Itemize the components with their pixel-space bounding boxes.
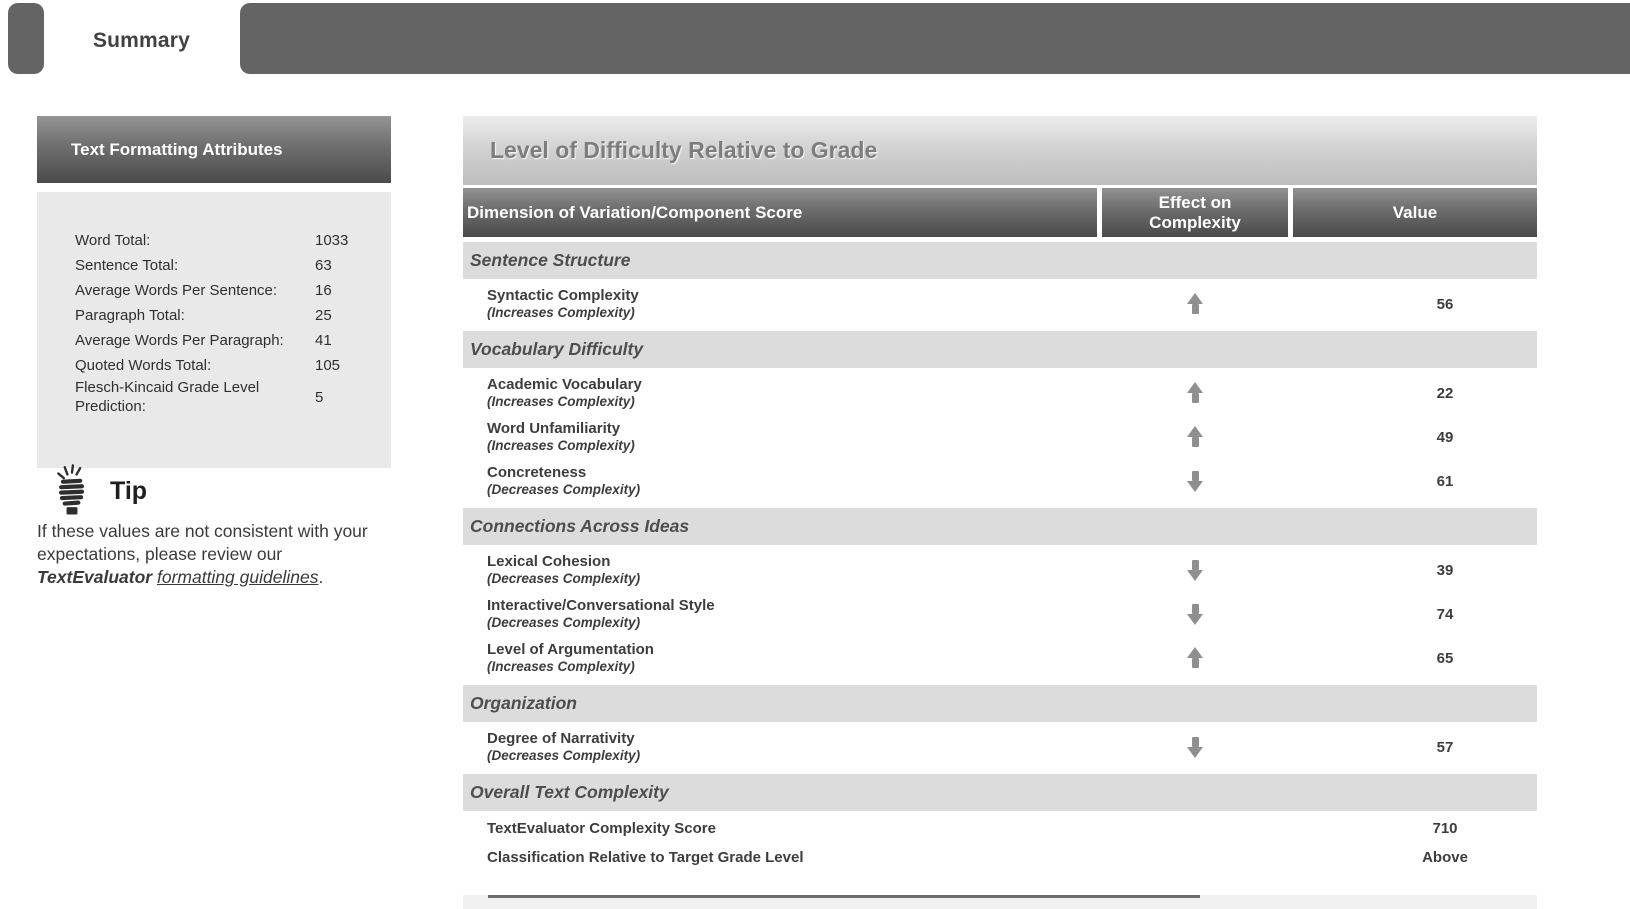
- text-formatting-stats-panel: [37, 192, 391, 468]
- tab-bar-left-stub: [8, 3, 44, 74]
- dimension-cell: [463, 287, 1097, 321]
- stat-value: 5: [315, 388, 324, 406]
- effect-cell: [1102, 426, 1288, 448]
- arrow-stem: [1192, 737, 1199, 747]
- arrow-head: [1187, 426, 1203, 437]
- stat-label: Sentence Total:: [75, 257, 179, 274]
- dimension-cell: [463, 420, 1097, 454]
- effect-cell: [1102, 736, 1288, 758]
- stat-value: 16: [315, 282, 332, 299]
- dimension-cell: [463, 730, 1097, 764]
- value-text: 61: [1436, 472, 1454, 490]
- difficulty-table-column-headers: [463, 188, 1537, 237]
- stat-row: [75, 328, 381, 353]
- dimension-cell: [463, 820, 1097, 838]
- up-arrow-icon: [1187, 647, 1203, 669]
- stat-label: Word Total:: [75, 232, 151, 249]
- dimension-name: Syntactic Complexity: [487, 287, 639, 304]
- table-row: [463, 459, 1537, 503]
- dimension-cell: [463, 464, 1097, 498]
- dimension-qualifier: (Increases Complexity): [487, 394, 635, 409]
- dimension-qualifier: (Decreases Complexity): [487, 571, 641, 586]
- stat-label: Average Words Per Paragraph:: [75, 332, 284, 349]
- section-header-sentence-structure: Sentence Structure: [463, 242, 1537, 279]
- table-row: [463, 592, 1537, 636]
- table-row: [463, 843, 1537, 872]
- up-arrow-icon: [1187, 426, 1203, 448]
- dimension-qualifier: (Decreases Complexity): [487, 482, 641, 497]
- value-cell: [1293, 606, 1537, 623]
- effect-cell: [1102, 647, 1288, 669]
- dimension-cell: [463, 849, 1097, 867]
- tab-bar: [0, 0, 1630, 78]
- difficulty-table-body: [463, 237, 1537, 872]
- value-text: 39: [1436, 561, 1454, 579]
- effect-cell: [1102, 559, 1288, 581]
- dimension-name: Concreteness: [487, 464, 587, 481]
- dimension-qualifier: (Decreases Complexity): [487, 748, 641, 763]
- value-text: 710: [1432, 820, 1458, 837]
- arrow-head: [1187, 647, 1203, 658]
- dimension-name: Degree of Narrativity: [487, 730, 635, 747]
- value-cell: [1293, 385, 1537, 402]
- effect-cell: [1102, 603, 1288, 625]
- section-header-vocabulary-difficulty: Vocabulary Difficulty: [463, 331, 1537, 368]
- value-text: 49: [1436, 428, 1454, 446]
- next-section-edge-line: [488, 895, 1200, 898]
- table-row: [463, 415, 1537, 459]
- dimension-name: Academic Vocabulary: [487, 376, 642, 393]
- effect-cell: [1102, 293, 1288, 315]
- effect-cell: [1102, 470, 1288, 492]
- value-cell: [1293, 820, 1537, 837]
- arrow-head: [1187, 382, 1203, 393]
- dimension-qualifier: (Increases Complexity): [487, 305, 635, 320]
- effect-cell: [1102, 382, 1288, 404]
- value-cell: [1293, 650, 1537, 667]
- arrow-head: [1187, 614, 1203, 625]
- stat-row: [75, 253, 381, 278]
- arrow-stem: [1192, 304, 1199, 314]
- arrow-head: [1187, 747, 1203, 758]
- tab-summary-label: Summary: [92, 28, 191, 52]
- dimension-qualifier: (Increases Complexity): [487, 659, 635, 674]
- stat-value: 63: [315, 257, 332, 274]
- stat-label: Flesch-Kincaid Grade Level Prediction:: [75, 379, 260, 415]
- stat-row: [75, 353, 381, 378]
- column-header-dimension: Dimension of Variation/Component Score: [463, 188, 1097, 237]
- value-cell: [1293, 739, 1537, 756]
- value-cell: [1293, 429, 1537, 446]
- arrow-stem: [1192, 560, 1199, 570]
- value-text: 74: [1436, 605, 1454, 623]
- tip-section-header: [52, 462, 147, 521]
- dimension-cell: [463, 641, 1097, 675]
- difficulty-table-title: Level of Difficulty Relative to Grade: [463, 116, 1537, 185]
- up-arrow-icon: [1187, 382, 1203, 404]
- dimension-name: Classification Relative to Target Grade Level: [487, 848, 804, 866]
- stat-value: 105: [315, 357, 341, 374]
- dimension-name: Lexical Cohesion: [487, 553, 611, 570]
- table-row: [463, 371, 1537, 415]
- stat-row: [75, 303, 381, 328]
- dimension-name: Word Unfamiliarity: [487, 420, 621, 437]
- dimension-name: Level of Argumentation: [487, 641, 654, 658]
- arrow-stem: [1192, 393, 1199, 403]
- tip-text-after: .: [318, 567, 324, 587]
- table-row: [463, 548, 1537, 592]
- value-cell: [1293, 849, 1537, 866]
- tip-title: Tip: [110, 477, 148, 505]
- arrow-stem: [1192, 658, 1199, 668]
- dimension-cell: [463, 597, 1097, 631]
- down-arrow-icon: [1187, 470, 1203, 492]
- column-header-value: Value: [1293, 188, 1537, 237]
- stat-row: [75, 278, 381, 303]
- formatting-guidelines-link[interactable]: formatting guidelines: [156, 567, 319, 587]
- arrow-head: [1187, 293, 1203, 304]
- down-arrow-icon: [1187, 736, 1203, 758]
- value-cell: [1293, 296, 1537, 313]
- up-arrow-icon: [1187, 293, 1203, 315]
- tab-summary[interactable]: [47, 3, 236, 78]
- table-row: [463, 282, 1537, 326]
- dimension-cell: [463, 376, 1097, 410]
- value-text: 56: [1436, 295, 1454, 313]
- value-text: 65: [1436, 649, 1454, 667]
- tip-text-before: If these values are not consistent with your expectations, please review our: [37, 521, 368, 564]
- arrow-stem: [1192, 437, 1199, 447]
- stat-value: 41: [315, 332, 332, 349]
- stat-row: [75, 228, 381, 253]
- tip-text: [37, 520, 369, 589]
- dimension-name: Interactive/Conversational Style: [487, 597, 715, 614]
- stat-label: Paragraph Total:: [75, 307, 185, 324]
- table-row: [463, 725, 1537, 769]
- text-formatting-attributes-header: Text Formatting Attributes: [37, 116, 391, 183]
- stat-row: [75, 378, 381, 416]
- value-cell: [1293, 562, 1537, 579]
- value-cell: [1293, 473, 1537, 490]
- arrow-head: [1187, 481, 1203, 492]
- value-text: Above: [1422, 849, 1468, 866]
- stat-value: 25: [315, 307, 332, 324]
- lightbulb-icon: [52, 462, 92, 521]
- stat-label: Average Words Per Sentence:: [75, 282, 278, 299]
- value-text: 57: [1436, 738, 1454, 756]
- stat-value: 1033: [315, 232, 349, 249]
- arrow-stem: [1192, 471, 1199, 481]
- column-header-effect: Effect on Complexity: [1102, 188, 1288, 237]
- dimension-cell: [463, 553, 1097, 587]
- table-row: [463, 636, 1537, 680]
- down-arrow-icon: [1187, 559, 1203, 581]
- arrow-stem: [1192, 604, 1199, 614]
- value-text: 22: [1436, 384, 1454, 402]
- section-header-connections-across-ideas: Connections Across Ideas: [463, 508, 1537, 545]
- table-row: [463, 814, 1537, 843]
- down-arrow-icon: [1187, 603, 1203, 625]
- next-section-top-edge: [463, 895, 1537, 909]
- tab-bar-right-strip: [240, 3, 1630, 74]
- textevaluator-brand: TextEvaluator: [37, 567, 153, 587]
- section-header-organization: Organization: [463, 685, 1537, 722]
- arrow-head: [1187, 570, 1203, 581]
- dimension-name: TextEvaluator Complexity Score: [487, 819, 716, 837]
- stat-label: Quoted Words Total:: [75, 357, 212, 374]
- dimension-qualifier: (Decreases Complexity): [487, 615, 641, 630]
- section-header-overall-text-complexity: Overall Text Complexity: [463, 774, 1537, 811]
- dimension-qualifier: (Increases Complexity): [487, 438, 635, 453]
